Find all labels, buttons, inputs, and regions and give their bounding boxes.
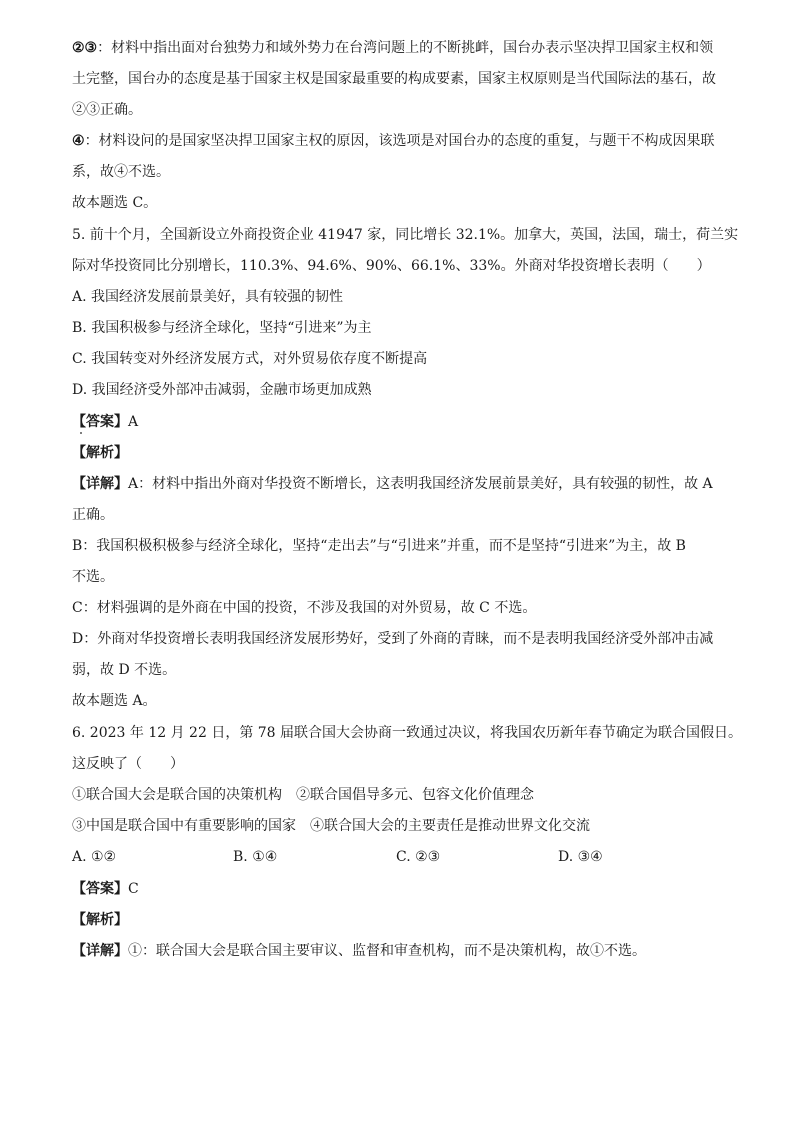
p2-line-1 bbox=[72, 131, 715, 151]
q5-option-b: B. 我国积极参与经济全球化，坚持“引进来”为主 bbox=[72, 320, 372, 336]
p2-line-2: 系，故④不选。 bbox=[72, 164, 170, 180]
q6-statements-line-1: ①联合国大会是联合国的决策机构 ②联合国倡导多元、包容文化价值理念 bbox=[72, 787, 534, 803]
p1-line-1-text: ：材料中指出面对台独势力和域外势力在台湾问题上的不断挑衅，国台办表示坚决捍卫国家主权和领 bbox=[97, 40, 714, 56]
p2-line-1-text: ：材料设问的是国家坚决捍卫国家主权的原因，该选项是对国台办的态度的重复，与题干不构成因果联 bbox=[84, 133, 715, 149]
q5-answer bbox=[72, 412, 138, 432]
q5-detail-line-2: 正确。 bbox=[72, 507, 114, 523]
q5-stem-line-1: 5. 前十个月，全国新设立外商投资企业 41947 家，同比增长 32.1%。加拿大，英国，法国，瑞士，荷兰实 bbox=[72, 227, 739, 243]
q6-stem-line-1: 6. 2023 年 12 月 22 日，第 78 届联合国大会协商一致通过决议，将我国农历新年春节确定为联合国假日。 bbox=[72, 725, 743, 741]
q5-detail-label: 【详解】 bbox=[72, 476, 128, 492]
q6-stem-line-2: 这反映了（ ） bbox=[72, 756, 184, 772]
p3-conclusion: 故本题选 C。 bbox=[72, 195, 158, 211]
p1-line-3: ②③正确。 bbox=[72, 102, 142, 118]
q6-answer-label: 【答案】 bbox=[72, 881, 128, 897]
q6-option-d: D. ③④ bbox=[558, 849, 603, 865]
q5-detail-line-1-text: A：材料中指出外商对华投资不断增长，这表明我国经济发展前景美好，具有较强的韧性，故 A bbox=[128, 476, 713, 492]
q6-answer bbox=[72, 879, 139, 899]
q6-analysis-label: 【解析】 bbox=[72, 912, 128, 928]
q5-detail-line-6: D：外商对华投资增长表明我国经济发展形势好，受到了外商的青睐，而不是表明我国经济受外部冲击减 bbox=[72, 631, 714, 647]
q5-option-d: D. 我国经济受外部冲击减弱，金融市场更加成熟 bbox=[72, 382, 372, 398]
q6-option-a: A. ①② bbox=[72, 849, 117, 865]
q6-detail-line-1-text: ①：联合国大会是联合国主要审议、监督和审查机构，而不是决策机构，故①不选。 bbox=[128, 943, 646, 959]
q5-conclusion: 故本题选 A。 bbox=[72, 693, 157, 709]
q6-answer-value: C bbox=[128, 881, 139, 897]
q5-option-c: C. 我国转变对外经济发展方式，对外贸易依存度不断提高 bbox=[72, 351, 428, 367]
q5-detail-line-3: B：我国积极积极参与经济全球化，坚持“走出去”与“引进来”并重，而不是坚持“引进来”为主，故 B bbox=[72, 538, 686, 554]
stray-dot bbox=[80, 432, 82, 434]
q5-answer-label: 【答案】 bbox=[72, 414, 128, 430]
q6-statements-line-2: ③中国是联合国中有重要影响的国家 ④联合国大会的主要责任是推动世界文化交流 bbox=[72, 818, 590, 834]
q6-detail-line-1 bbox=[72, 941, 646, 961]
q5-stem-line-2: 际对华投资同比分别增长，110.3%、94.6%、90%、66.1%、33%。外商对华投资增长表明（ ） bbox=[72, 258, 711, 274]
q5-detail-line-4: 不选。 bbox=[72, 569, 114, 585]
q5-detail-line-5: C：材料强调的是外商在中国的投资，不涉及我国的对外贸易，故 C 不选。 bbox=[72, 600, 537, 616]
q6-detail-label: 【详解】 bbox=[72, 943, 128, 959]
q5-analysis-label: 【解析】 bbox=[72, 445, 128, 461]
p1-tag: ②③ bbox=[72, 40, 98, 56]
q5-detail-line-1 bbox=[72, 474, 713, 494]
q6-option-c: C. ②③ bbox=[396, 849, 441, 865]
p1-line-2: 土完整，国台办的态度是基于国家主权是国家最重要的构成要素，国家主权原则是当代国际法的基石，故 bbox=[72, 71, 716, 87]
p2-tag: ④ bbox=[72, 133, 85, 149]
q5-answer-value: A bbox=[128, 414, 139, 430]
q5-option-a: A. 我国经济发展前景美好，具有较强的韧性 bbox=[72, 289, 344, 305]
q6-option-b: B. ①④ bbox=[233, 849, 278, 865]
p1-line-1 bbox=[72, 38, 713, 58]
q5-detail-line-7: 弱，故 D 不选。 bbox=[72, 662, 177, 678]
